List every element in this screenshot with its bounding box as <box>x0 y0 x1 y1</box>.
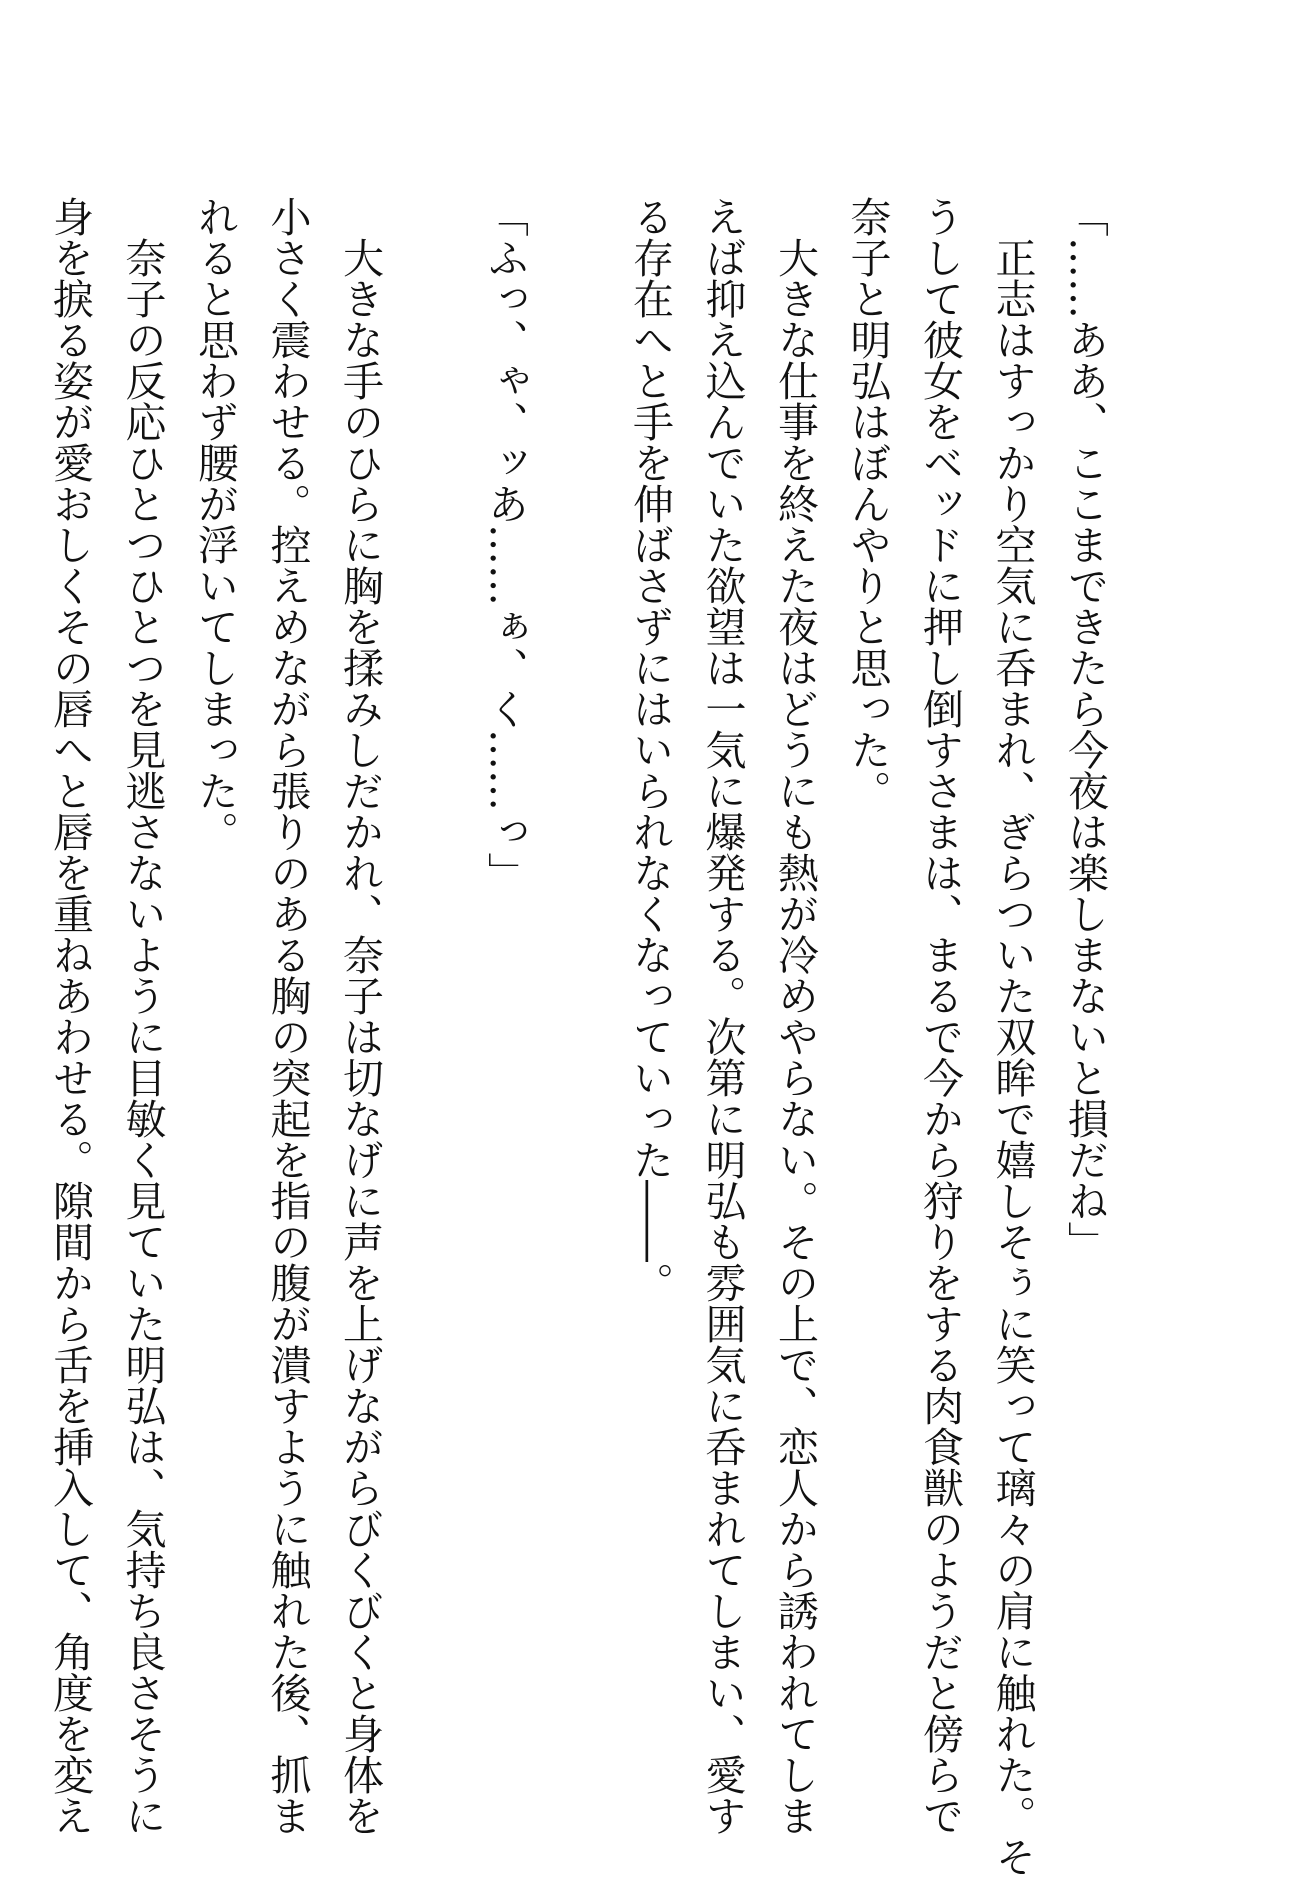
text-line-7: る存在へと手を伸ばさずにはいられなくなっていった――。 <box>626 196 674 1303</box>
text-line-1: 「……ああ、ここまできたら今夜は楽しまないと損だね」 <box>1061 196 1109 1262</box>
text-line-11: 大きな手のひらに胸を揉みしだかれ、奈子は切なげに声を上げながらびくびくと身体を <box>336 196 384 1836</box>
blank-line <box>396 196 469 1616</box>
text-line-9: 「ふっ、ゃ、ッあ……ぁ、く……っ」 <box>481 196 529 893</box>
text-line-3: うして彼女をベッドに押し倒すさまは、まるで今から狩りをする肉食獣のようだと傍らで <box>916 196 964 1836</box>
text-line-6: えば抑え込んでいた欲望は一気に爆発する。次第に明弘も雰囲気に呑まれてしまい、愛す <box>698 196 747 1836</box>
blank-line <box>541 196 614 1616</box>
text-line-4: 奈子と明弘はぼんやりと思った。 <box>843 196 892 811</box>
text-line-12: 小さく震わせる。控えめながら張りのある胸の突起を指の腹が潰すように触れた後、抓ま <box>263 196 312 1836</box>
text-line-2: 正志はすっかり空気に呑まれ、ぎらついた双眸で嬉しそぅに笑って璃々の肩に触れた。そ <box>988 196 1037 1877</box>
text-line-14: 奈子の反応ひとつひとつを見逃さないように目敏く見ていた明弘は、気持ち良さそうに <box>118 196 167 1836</box>
text-line-13: れると思わず腰が浮いてしまった。 <box>191 196 239 852</box>
vertical-text-body <box>46 196 1121 1877</box>
text-line-5: 大きな仕事を終えた夜はどうにも熱が冷めやらない。その上で、恋人から誘われてしま <box>771 196 819 1836</box>
text-line-15: 身を捩る姿が愛おしくその唇へと唇を重ねあわせる。隙間から舌を挿入して、角度を変え <box>46 196 94 1836</box>
